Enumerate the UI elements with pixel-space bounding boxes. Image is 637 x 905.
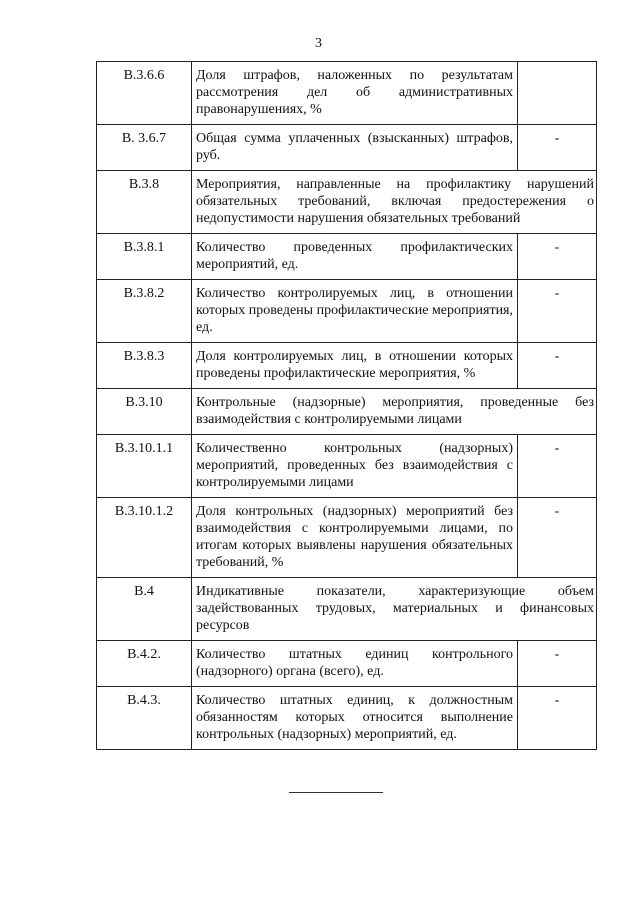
table-row (97, 498, 597, 578)
end-of-document-line (289, 792, 383, 793)
row-code: В.3.10.1.2 (97, 498, 192, 578)
row-code: В.3.10.1.1 (97, 435, 192, 498)
page-number: 3 (315, 36, 322, 51)
row-code: В.4 (97, 578, 192, 641)
table-row (97, 578, 597, 641)
row-description: Индикативные показатели, характеризующие объем задействованных трудовых, материальных и финансовых ресурсов (192, 578, 597, 641)
row-description: Количество штатных единиц, к должностным обязанностям которых относится выполнение контрольных (надзорных) мероприятий, ед. (192, 687, 518, 750)
row-description: Доля контролируемых лиц, в отношении которых проведены профилактические мероприятия, % (192, 343, 518, 389)
row-value: - (518, 280, 597, 343)
row-code: В.4.2. (97, 641, 192, 687)
row-code: В.3.8.1 (97, 234, 192, 280)
row-value: - (518, 641, 597, 687)
row-description: Доля контрольных (надзорных) мероприятий без взаимодействия с контролируемыми лицами, по итогам которых выявлены нарушения обязательных требований, % (192, 498, 518, 578)
row-description: Мероприятия, направленные на профилактику нарушений обязательных требований, включая предостережения о недопустимости нарушения обязательных требований (192, 171, 597, 234)
row-value: - (518, 435, 597, 498)
row-description: Количество проведенных профилактических мероприятий, ед. (192, 234, 518, 280)
row-description: Количество штатных единиц контрольного (надзорного) органа (всего), ед. (192, 641, 518, 687)
row-description: Количественно контрольных (надзорных) мероприятий, проведенных без взаимодействия с контролируемыми лицами (192, 435, 518, 498)
row-description: Доля штрафов, наложенных по результатам рассмотрения дел об административных правонарушениях, % (192, 62, 518, 125)
row-code: В.4.3. (97, 687, 192, 750)
row-code: В. 3.6.7 (97, 125, 192, 171)
row-description: Общая сумма уплаченных (взысканных) штрафов, руб. (192, 125, 518, 171)
table-row (97, 435, 597, 498)
row-description: Количество контролируемых лиц, в отношении которых проведены профилактические мероприятия, ед. (192, 280, 518, 343)
table-row (97, 641, 597, 687)
row-value: - (518, 498, 597, 578)
row-value: - (518, 125, 597, 171)
row-value: - (518, 343, 597, 389)
table-row (97, 62, 597, 125)
row-code: В.3.8 (97, 171, 192, 234)
table-row (97, 343, 597, 389)
table-row (97, 687, 597, 750)
indicators-table (96, 61, 597, 750)
row-code: В.3.6.6 (97, 62, 192, 125)
table-row (97, 389, 597, 435)
row-code: В.3.10 (97, 389, 192, 435)
row-value: - (518, 687, 597, 750)
row-code: В.3.8.3 (97, 343, 192, 389)
row-value (518, 62, 597, 125)
table-row (97, 280, 597, 343)
table-row (97, 125, 597, 171)
row-code: В.3.8.2 (97, 280, 192, 343)
row-value: - (518, 234, 597, 280)
row-description: Контрольные (надзорные) мероприятия, проведенные без взаимодействия с контролируемыми лицами (192, 389, 597, 435)
table-row (97, 171, 597, 234)
table-row (97, 234, 597, 280)
